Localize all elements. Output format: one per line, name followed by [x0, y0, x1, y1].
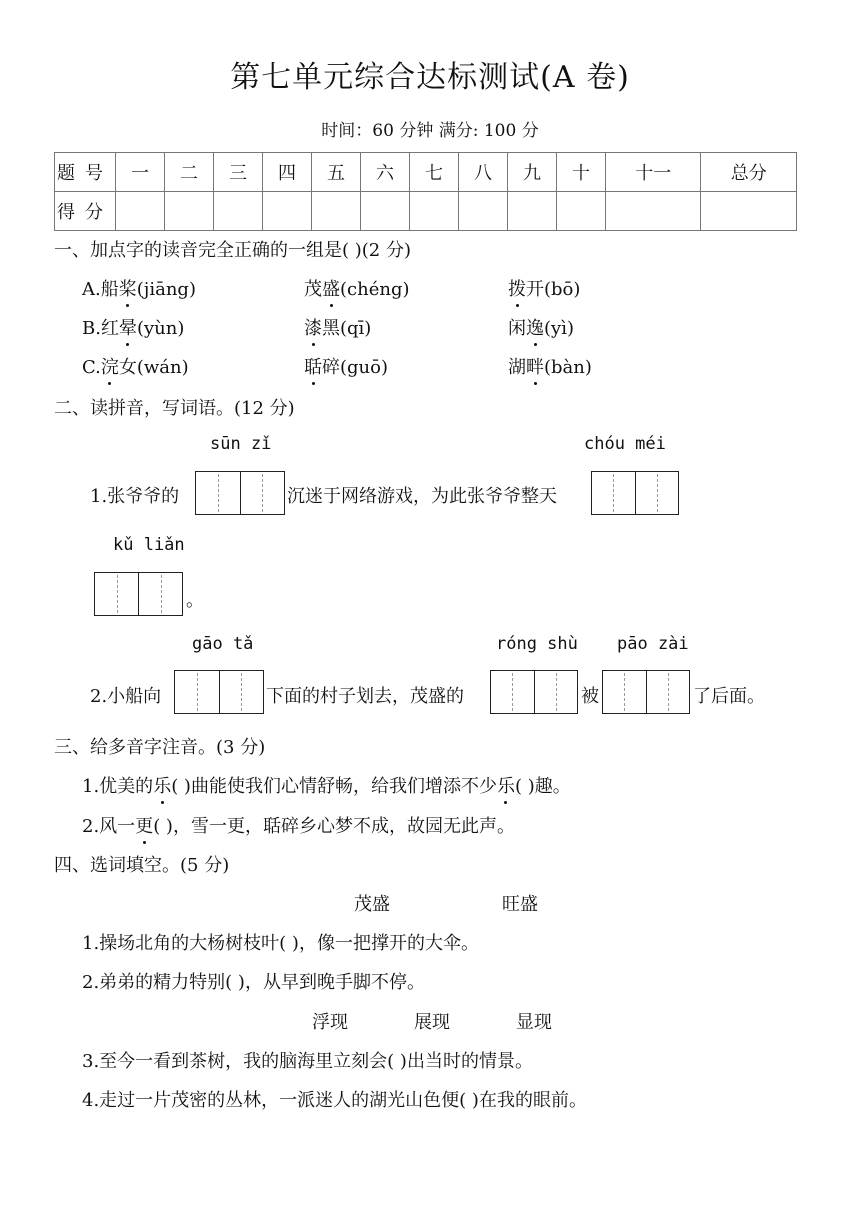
answer-box-paozai[interactable] [602, 670, 690, 714]
text: ( )趣。 [514, 776, 571, 797]
col-7: 七 [410, 153, 459, 192]
q2-line2-text-b: 下面的村子划去，茂盛的 [266, 686, 464, 707]
score-cell[interactable] [263, 192, 312, 231]
col-6: 六 [361, 153, 410, 192]
dotted-char: 乐 [497, 772, 515, 798]
col-11: 十一 [606, 153, 701, 192]
q2-line2-text-a: 2.小船向 [90, 686, 162, 707]
option-label: A. [82, 279, 101, 300]
option-label: B. [82, 318, 101, 339]
col-1: 一 [116, 153, 165, 192]
q4-sentence-2: 2.弟弟的精力特别( )，从早到晚手脚不停。 [82, 972, 425, 993]
dotted-char: 拨 [508, 275, 526, 301]
dotted-char: 桨 [119, 275, 137, 301]
q1-option-b[interactable] [82, 314, 184, 340]
q1-option-c-2 [304, 353, 388, 379]
answer-box-sunzi[interactable] [195, 471, 285, 515]
pinyin: (yùn) [136, 318, 185, 339]
word-option: 浮现 [312, 1012, 348, 1033]
word-option: 展现 [414, 1012, 450, 1033]
q2-heading: 二、读拼音，写词语。(12 分) [54, 398, 295, 419]
pinyin: 黑(qī) [322, 318, 372, 339]
col-3: 三 [214, 153, 263, 192]
dotted-char: 逸 [526, 314, 544, 340]
q1-option-a-2 [304, 275, 410, 301]
char: 闲 [508, 318, 526, 339]
q1-option-b-2 [304, 314, 371, 340]
char: 茂 [304, 279, 322, 300]
q3-sentence-1 [82, 772, 571, 798]
q4-sentence-1: 1.操场北角的大杨树枝叶( )，像一把撑开的大伞。 [82, 933, 479, 954]
dotted-char: 浣 [101, 353, 119, 379]
q2-line2-text-d: 了后面。 [693, 686, 765, 707]
col-8: 八 [459, 153, 508, 192]
score-cell[interactable] [312, 192, 361, 231]
col-2: 二 [165, 153, 214, 192]
char: 船 [100, 279, 119, 300]
pinyin: 碎(guō) [322, 357, 388, 378]
exam-info: 时间：60 分钟 满分: 100 分 [321, 121, 539, 141]
word-option: 茂盛 [354, 894, 390, 915]
q2-line1-text-b: 沉迷于网络游戏，为此张爷爷整天 [287, 486, 557, 507]
dotted-char: 聒 [304, 353, 322, 379]
answer-box-choumei[interactable] [591, 471, 679, 515]
score-cell[interactable] [557, 192, 606, 231]
dotted-char: 畔 [526, 353, 544, 379]
page-title: 第七单元综合达标测试(A 卷) [230, 60, 630, 95]
pinyin: 开(bō) [526, 279, 581, 300]
q1-option-c[interactable] [82, 353, 189, 379]
q2-line2-text-c: 被 [581, 686, 599, 707]
dotted-char: 乐 [153, 772, 171, 798]
score-table [54, 152, 797, 231]
q2-line1-end: 。 [186, 590, 204, 611]
char: 湖 [508, 357, 526, 378]
score-label: 得分 [55, 192, 116, 231]
pinyin-kulian: kǔ liǎn [113, 535, 185, 555]
score-cell[interactable] [214, 192, 263, 231]
score-cell[interactable] [410, 192, 459, 231]
pinyin-rongshu: róng shù [496, 634, 578, 654]
q4-heading: 四、选词填空。(5 分) [54, 855, 230, 876]
text: ( )，雪一更，聒碎乡心梦不成，故园无此声。 [153, 816, 515, 837]
header-label: 题号 [55, 153, 116, 192]
pinyin-paozai: pāo zài [617, 634, 689, 654]
word-option: 旺盛 [502, 894, 538, 915]
pinyin: (chéng) [340, 279, 410, 300]
score-table-score-row [55, 192, 797, 231]
score-cell[interactable] [116, 192, 165, 231]
score-cell[interactable] [606, 192, 701, 231]
q3-heading: 三、给多音字注音。(3 分) [54, 737, 266, 758]
text: ( )曲能使我们心情舒畅，给我们增添不少 [171, 776, 497, 797]
text: 2.风一 [82, 816, 136, 837]
score-table-header-row [55, 153, 797, 192]
q4-sentence-3: 3.至今一看到茶树，我的脑海里立刻会( )出当时的情景。 [82, 1051, 533, 1072]
col-total: 总分 [701, 153, 797, 192]
pinyin: 女(wán) [118, 357, 189, 378]
score-cell[interactable] [508, 192, 557, 231]
q1-option-c-3 [508, 353, 592, 379]
score-cell[interactable] [701, 192, 797, 231]
col-10: 十 [557, 153, 606, 192]
option-label: C. [82, 357, 101, 378]
pinyin: (yì) [544, 318, 574, 339]
dotted-char: 盛 [322, 275, 340, 301]
pinyin-gaota: gāo tǎ [192, 634, 254, 654]
dotted-char: 漆 [304, 314, 322, 340]
answer-box-kulian[interactable] [94, 572, 183, 616]
dotted-char: 更 [135, 812, 153, 838]
q2-line1-text-a: 1.张爷爷的 [90, 486, 180, 507]
q1-option-b-3 [508, 314, 574, 340]
answer-box-rongshu[interactable] [490, 670, 578, 714]
score-cell[interactable] [165, 192, 214, 231]
score-cell[interactable] [459, 192, 508, 231]
answer-box-gaota[interactable] [174, 670, 264, 714]
pinyin-choumei: chóu méi [584, 434, 666, 454]
text: 1.优美的 [82, 776, 154, 797]
q1-heading: 一、加点字的读音完全正确的一组是( )(2 分) [54, 240, 411, 261]
q1-option-a-3 [508, 275, 580, 301]
q4-sentence-4: 4.走过一片茂密的丛林，一派迷人的湖光山色便( )在我的眼前。 [82, 1090, 587, 1111]
q1-option-a[interactable] [82, 275, 196, 301]
pinyin-sunzi: sūn zǐ [210, 434, 272, 454]
score-cell[interactable] [361, 192, 410, 231]
col-9: 九 [508, 153, 557, 192]
pinyin: (bàn) [544, 357, 592, 378]
col-5: 五 [312, 153, 361, 192]
dotted-char: 晕 [119, 314, 137, 340]
char: 红 [100, 318, 119, 339]
q3-sentence-2 [82, 812, 515, 838]
pinyin: (jiāng) [136, 279, 196, 300]
col-4: 四 [263, 153, 312, 192]
word-option: 显现 [516, 1012, 552, 1033]
